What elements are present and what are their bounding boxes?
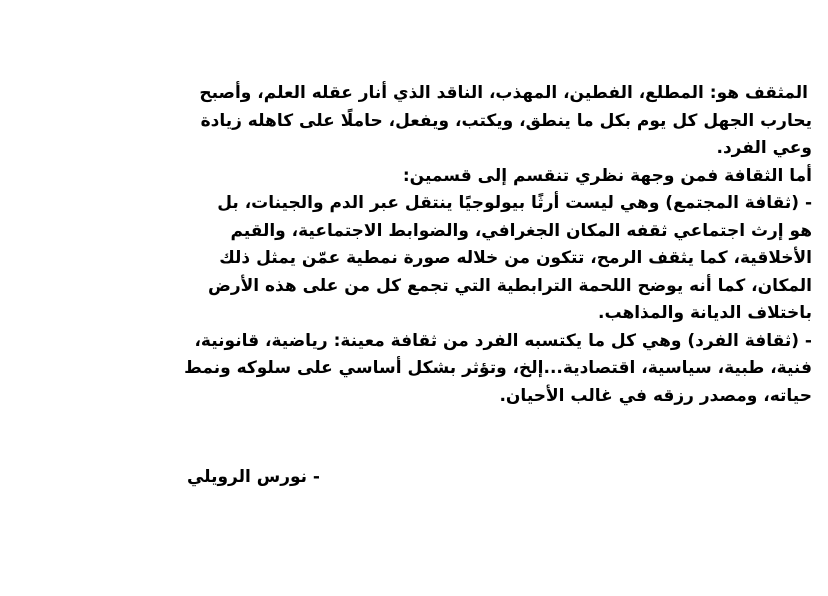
paragraph-line: وعي الفرد. [716, 138, 812, 158]
paragraph-line: المثقف هو: المطلع، الفطين، المهذب، الناقد الذي أنار عقله العلم، وأصبح [199, 83, 808, 103]
paragraph-line: فنية، طبية، سياسية، اقتصادية...إلخ، وتؤثر بشكل أساسي على سلوكه ونمط [184, 358, 812, 378]
paragraph-line: باختلاف الديانة والمذاهب. [597, 303, 812, 323]
paragraph-line: الأخلاقية، كما يثقف الرمح، تتكون من خلاله صورة نمطية عمّن يمثل ذلك [219, 248, 812, 268]
paragraph-line: أما الثقافة فمن وجهة نظري تنقسم إلى قسمين: [402, 165, 812, 186]
author-signature: - نورس الرويلي [186, 467, 320, 487]
paragraph-line: - (ثقافة الفرد) وهي كل ما يكتسبه الفرد من ثقافة معينة: رياضية، قانونية، [194, 330, 812, 351]
paragraph-line: يحارب الجهل كل يوم بكل ما ينطق، ويكتب، ويفعل، حاملًا على كاهله زيادة [200, 110, 812, 131]
paragraph-line: المكان، كما أنه يوضح اللحمة الترابطية التي تجمع كل من على هذه الأرض [207, 275, 812, 296]
paragraph-line: هو إرث اجتماعي ثقفه المكان الجغرافي، والضوابط الاجتماعية، والقيم [230, 220, 812, 241]
paragraph-line: حياته، ومصدر رزقه في غالب الأحيان. [499, 385, 812, 406]
article-body [126, 80, 812, 410]
paragraph-line: - (ثقافة المجتمع) وهي ليست أرثًا بيولوجيًا ينتقل عبر الدم والجينات، بل [217, 193, 812, 213]
